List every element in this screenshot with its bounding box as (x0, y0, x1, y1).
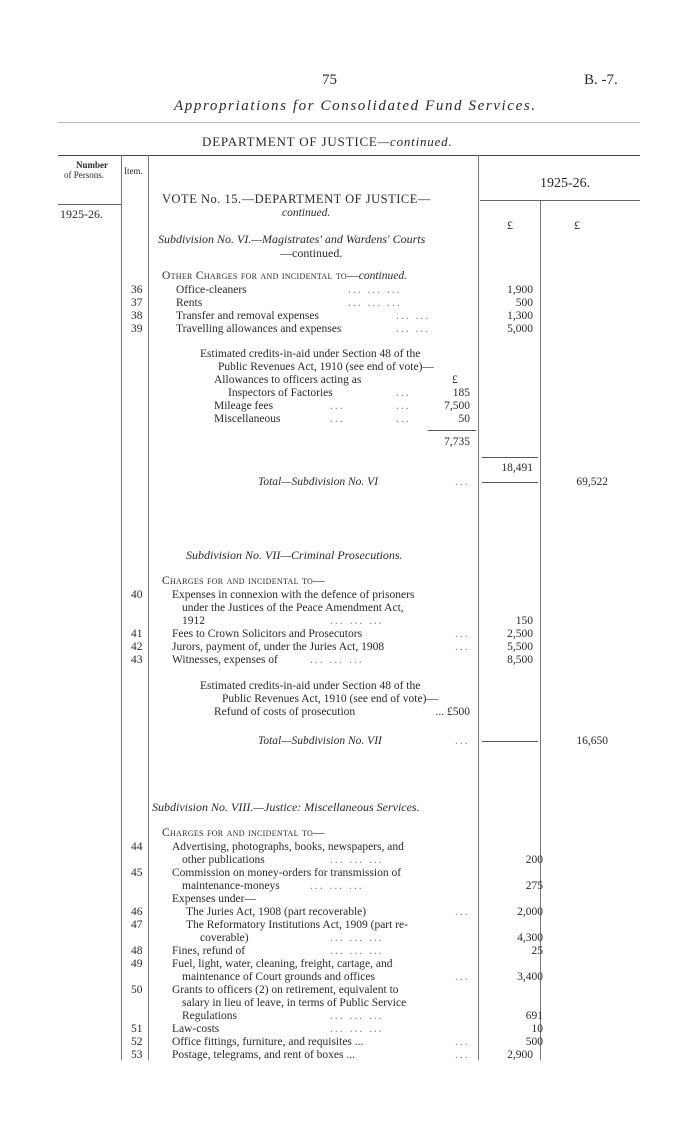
document-reference: B. -7. (584, 72, 618, 88)
leader-dots: ... (396, 400, 411, 412)
expenses-under: Expenses under— (172, 893, 256, 905)
column-rule-item (148, 155, 149, 1060)
line-item-label: Transfer and removal expenses (176, 310, 319, 322)
leader-dots: ... ... ... (348, 284, 402, 296)
row40-line2: under the Justices of the Peace Amendment Act, (182, 602, 404, 614)
sub7-total: 16,650 (576, 735, 608, 747)
row49-amount: 3,400 (517, 971, 543, 983)
sub6-credits-line2: Public Revenues Act, 1910 (see end of vote)— (218, 361, 434, 373)
row48-amount: 25 (531, 945, 543, 957)
item-number: 37 (131, 297, 143, 309)
pound-sign-2: £ (574, 218, 580, 232)
sub6-sum: 18,491 (501, 462, 533, 474)
leader-dots: ... (330, 400, 345, 412)
leader-dots: ... ... ... (310, 880, 364, 892)
persons-header: of Persons. (64, 170, 104, 180)
leader-dots: ... (396, 387, 411, 399)
line-item-amount: 1,300 (507, 310, 533, 322)
row49-line2: maintenance of Court grounds and offices (182, 971, 375, 983)
row45-line1: Commission on money-orders for transmission of (172, 867, 402, 879)
misc-amount: 50 (458, 413, 470, 425)
row40-line1: Expenses in connexion with the defence of prisoners (172, 589, 415, 601)
row49-line1: Fuel, light, water, cleaning, freight, cartage, and (172, 958, 393, 970)
row44-line1: Advertising, photographs, books, newspapers, and (172, 841, 404, 853)
page-number: 75 (322, 72, 337, 88)
misc-label: Miscellaneous (214, 413, 281, 425)
row50-amount: 691 (525, 1010, 543, 1022)
item-number: 51 (131, 1023, 143, 1035)
row45-line2: maintenance-moneys (182, 880, 280, 892)
leader-dots: ... ... ... (330, 1023, 384, 1035)
leader-dots: ... (455, 1049, 470, 1061)
department-heading (202, 134, 453, 150)
pound-sign-1: £ (507, 218, 513, 232)
row46-amount: 2,000 (517, 906, 543, 918)
credit-sum-rule (428, 430, 476, 431)
number-header: Number (76, 160, 108, 170)
row50-line3: Regulations (182, 1010, 237, 1022)
vote-title: VOTE No. 15.—DEPARTMENT OF JUSTICE— (162, 192, 431, 206)
row47-amount: 4,300 (517, 932, 543, 944)
item-number: 47 (131, 919, 143, 931)
column-rule-text (478, 155, 479, 1060)
sub6-charges-label: Other Charges for and incidental to— (162, 270, 359, 282)
table-top-rule (58, 155, 640, 156)
allowances-line1: Allowances to officers acting as (214, 374, 362, 386)
sub7-total-rule (482, 741, 538, 742)
row44-amount: 200 (525, 854, 543, 866)
row50-line2: salary in lieu of leave, in terms of Public Service (182, 997, 407, 1009)
mileage-amount: 7,500 (444, 400, 470, 412)
line-item-amount: 150 (515, 615, 533, 627)
leader-dots: ... ... ... (348, 297, 402, 309)
item-number: 53 (131, 1049, 143, 1061)
header-rule (58, 122, 640, 123)
row50-line1: Grants to officers (2) on retirement, equivalent to (172, 984, 399, 996)
leader-dots: ... (396, 413, 411, 425)
row45-amount: 275 (525, 880, 543, 892)
item-number: 49 (131, 958, 143, 970)
leader-dots: ... ... (396, 323, 431, 335)
sub7-total-label: Total—Subdivision No. VII (258, 735, 382, 747)
item-number: 50 (131, 984, 143, 996)
year-left: 1925-26. (60, 207, 103, 221)
line-item-label: Travelling allowances and expenses (176, 323, 342, 335)
row47-line2: coverable) (200, 932, 249, 944)
row52-amount: 500 (525, 1036, 543, 1048)
running-title: Appropriations for Consolidated Fund Services. (174, 98, 537, 114)
item-header: Item. (124, 166, 143, 176)
sub6-total-label: Total—Subdivision No. VI (258, 476, 379, 488)
item-number: 42 (131, 641, 143, 653)
allowances-line2: Inspectors of Factories (228, 387, 333, 399)
sub7-credits-line2: Public Revenues Act, 1910 (see end of vote)— (222, 693, 438, 705)
item-number: 38 (131, 310, 143, 322)
sub7-title: Subdivision No. VII—Criminal Prosecutions. (186, 548, 403, 562)
line-item-amount: 2,500 (507, 628, 533, 640)
line-item-label: Rents (176, 297, 203, 309)
leader-dots: ... ... ... (330, 945, 384, 957)
sub7-charges-heading: Charges for and incidental to— (162, 575, 325, 587)
item-number: 46 (131, 906, 143, 918)
leader-dots: ... ... ... (330, 932, 384, 944)
leader-dots: ... (455, 476, 470, 488)
department-continued: —continued. (377, 134, 453, 149)
sub7-credits-line1: Estimated credits-in-aid under Section 48 of the (200, 680, 421, 692)
item-number: 48 (131, 945, 143, 957)
item-number: 52 (131, 1036, 143, 1048)
leader-dots: ... (455, 1036, 470, 1048)
leader-dots: ... ... ... (310, 654, 364, 666)
row40-line3: 1912 (182, 615, 205, 627)
year-header-rule (480, 200, 640, 201)
allowances-pound: £ (452, 374, 458, 386)
sub6-charges-cont: continued. (358, 270, 407, 282)
row44-line2: other publications (182, 854, 265, 866)
line-item-amount: 5,500 (507, 641, 533, 653)
leader-dots: ... (455, 971, 470, 983)
leader-dots: ... ... ... (330, 1010, 384, 1022)
column-rule-amount (540, 200, 541, 1060)
line-item-amount: 500 (515, 297, 533, 309)
item-number: 39 (131, 323, 143, 335)
sub6-total-rule (482, 482, 538, 483)
leader-dots: ... (455, 906, 470, 918)
credit-total: 7,735 (444, 436, 470, 448)
item-number: 44 (131, 841, 143, 853)
row51-label: Law-costs (172, 1023, 220, 1035)
leader-dots: ... (455, 628, 470, 640)
sub8-title: Subdivision No. VIII.—Justice: Miscellaneous Services. (152, 800, 420, 814)
row53-label: Postage, telegrams, and rent of boxes ... (172, 1049, 355, 1061)
row51-amount: 10 (531, 1023, 543, 1035)
sub6-credits-line1: Estimated credits-in-aid under Section 48 of the (200, 348, 421, 360)
sub6-sum-rule (482, 457, 538, 458)
refund-label: Refund of costs of prosecution (214, 706, 356, 718)
sub6-title-cont: —continued. (280, 246, 343, 260)
line-item-label: Jurors, payment of, under the Juries Act, 1908 (172, 641, 385, 653)
row48-label: Fines, refund of (172, 945, 246, 957)
department-name: DEPARTMENT OF JUSTICE (202, 134, 378, 149)
leader-dots: ... (455, 641, 470, 653)
vote-continued: continued. (282, 207, 331, 219)
sub8-charges-heading: Charges for and incidental to— (162, 827, 325, 839)
column-rule-persons (121, 155, 122, 1060)
line-item-label: Fees to Crown Solicitors and Prosecutors (172, 628, 363, 640)
row52-label: Office fittings, furniture, and requisites ... (172, 1036, 364, 1048)
leader-dots: ... ... ... (330, 854, 384, 866)
line-item-label: Office-cleaners (176, 284, 247, 296)
mileage-label: Mileage fees (214, 400, 274, 412)
row47-line1: The Reformatory Institutions Act, 1909 (part re- (186, 919, 408, 931)
allowances-amount: 185 (452, 387, 470, 399)
row53-amount: 2,900 (507, 1049, 533, 1061)
item-number: 45 (131, 867, 143, 879)
refund-amount: ... £500 (435, 706, 470, 718)
line-item-label: Witnesses, expenses of (172, 654, 278, 666)
item-number: 43 (131, 654, 143, 666)
item-number: 41 (131, 628, 143, 640)
row46-label: The Juries Act, 1908 (part recoverable) (186, 906, 367, 918)
leader-dots: ... (455, 735, 470, 747)
leader-dots: ... ... ... (330, 615, 384, 627)
leader-dots: ... ... (396, 310, 431, 322)
line-item-amount: 5,000 (507, 323, 533, 335)
line-item-amount: 8,500 (507, 654, 533, 666)
line-item-amount: 1,900 (507, 284, 533, 296)
item-number: 40 (131, 589, 143, 601)
year-header: 1925-26. (540, 176, 591, 191)
persons-rule (58, 204, 121, 205)
item-number: 36 (131, 284, 143, 296)
sub6-title: Subdivision No. VI.—Magistrates' and Wardens' Courts (158, 232, 426, 246)
leader-dots: ... (330, 413, 345, 425)
sub6-total: 69,522 (576, 476, 608, 488)
sub6-charges-heading (162, 270, 407, 282)
